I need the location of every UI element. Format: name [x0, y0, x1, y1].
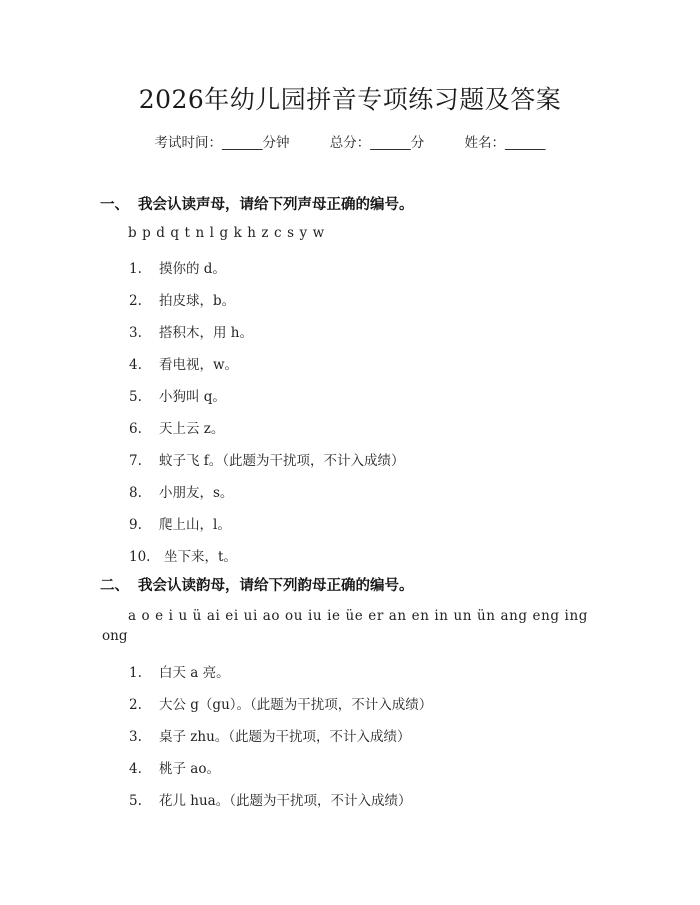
item-text: 爬上山，l。 [159, 517, 231, 533]
item-number: 4. [129, 357, 142, 373]
item-number: 1. [129, 665, 142, 681]
section-number: 一、 [100, 197, 129, 213]
item-text: 坐下来，t。 [164, 549, 237, 565]
list-item [129, 789, 411, 809]
page-title: 2026年幼儿园拼音专项练习题及答案 [138, 85, 562, 114]
list-item [129, 481, 233, 501]
finals-list-continued: ong [102, 628, 128, 644]
list-item [129, 725, 411, 745]
item-text: 小朋友，s。 [159, 485, 234, 501]
list-item [129, 693, 432, 713]
item-number: 9. [129, 517, 142, 533]
item-text: 看电视，w。 [159, 357, 239, 373]
item-number: 2. [129, 697, 142, 713]
item-number: 7. [129, 453, 142, 469]
section-heading [100, 193, 414, 214]
item-number: 1. [129, 261, 142, 277]
total-score: 总分：______分 [329, 135, 425, 151]
item-number: 3. [129, 325, 142, 341]
section-title: 我会认读声母，请给下列声母正确的编号。 [138, 197, 414, 213]
exam-time: 考试时间：______分钟 [154, 135, 290, 151]
item-text: 摸你的 d。 [159, 261, 226, 277]
item-text: 搭积木，用 h。 [159, 325, 253, 341]
list-item [129, 321, 253, 341]
item-text: 小狗叫 q。 [159, 389, 226, 405]
item-number: 5. [129, 389, 142, 405]
finals-list: a o e i u ü ai ei ui ao ou iu ie üe er an en in un ün ang eng ing [128, 608, 588, 624]
item-number: 2. [129, 293, 142, 309]
list-item [129, 449, 405, 469]
item-text: 桃子 ao。 [159, 761, 220, 777]
list-item [129, 257, 226, 277]
item-text: 大公 g（gu）。（此题为干扰项，不计入成绩） [159, 697, 433, 713]
item-number: 8. [129, 485, 142, 501]
list-item [129, 385, 226, 405]
list-item [129, 353, 238, 373]
list-item [129, 757, 220, 777]
student-name: 姓名：______ [464, 135, 546, 151]
item-text: 花儿 hua。（此题为干扰项，不计入成绩） [159, 793, 412, 809]
item-number: 3. [129, 729, 142, 745]
item-text: 拍皮球，b。 [159, 293, 236, 309]
item-text: 天上云 z。 [159, 421, 225, 437]
list-item [129, 417, 224, 437]
section-title: 我会认读韵母，请给下列韵母正确的编号。 [138, 578, 414, 594]
item-number: 6. [129, 421, 142, 437]
initials-list: b p d q t n l g k h z c s y w [128, 225, 325, 241]
list-item [129, 661, 230, 681]
section-number: 二、 [100, 578, 129, 594]
section-heading [100, 574, 414, 595]
list-item [129, 513, 231, 533]
item-number: 4. [129, 761, 142, 777]
item-text: 白天 a 亮。 [159, 665, 230, 681]
item-number: 10. [129, 549, 151, 565]
list-item [129, 289, 235, 309]
exam-meta [0, 131, 700, 151]
item-text: 桌子 zhu。（此题为干扰项，不计入成绩） [159, 729, 411, 745]
item-number: 5. [129, 793, 142, 809]
item-text: 蚊子飞 f。（此题为干扰项，不计入成绩） [159, 453, 405, 469]
list-item [129, 545, 237, 565]
